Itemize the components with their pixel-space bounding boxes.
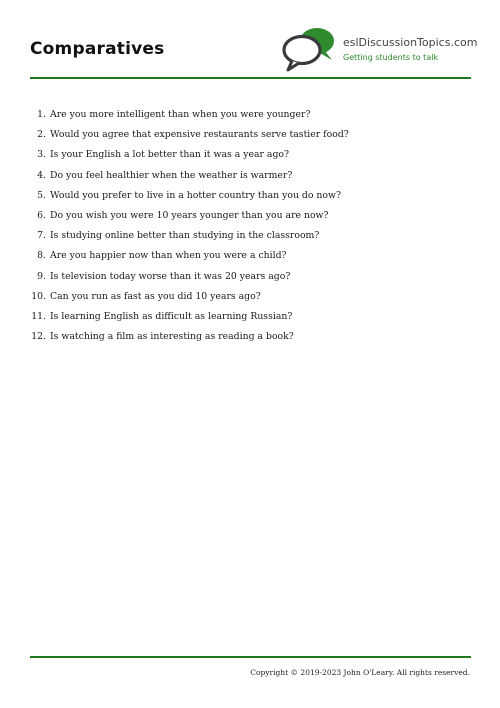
question-text: Is watching a film as interesting as reading a book? <box>50 331 294 343</box>
question-number: 5. <box>37 189 46 201</box>
brand-tagline: Getting students to talk <box>343 53 439 62</box>
footer-divider <box>30 656 471 658</box>
question-list <box>30 105 470 347</box>
question-text: Is studying online better than studying in the classroom? <box>50 230 320 242</box>
list-item <box>30 166 470 186</box>
question-number: 6. <box>37 209 46 221</box>
question-text: Do you wish you were 10 years younger than you are now? <box>50 209 329 221</box>
question-number: 1. <box>37 109 46 120</box>
list-item <box>30 327 470 347</box>
question-number: 8. <box>37 250 46 262</box>
list-item <box>30 307 470 327</box>
question-number: 10. <box>31 290 46 302</box>
question-text: Can you run as fast as you did 10 years ago? <box>50 290 261 302</box>
question-number: 12. <box>31 331 46 343</box>
question-text: Is television today worse than it was 20 years ago? <box>50 270 291 282</box>
question-text: Do you feel healthier when the weather is warmer? <box>50 169 293 181</box>
list-item <box>30 186 470 206</box>
header-divider <box>30 77 471 79</box>
question-text: Is learning English as difficult as learning Russian? <box>50 310 293 322</box>
question-number: 7. <box>37 230 46 242</box>
list-item <box>30 145 470 165</box>
question-text: Are you happier now than when you were a child? <box>50 250 287 262</box>
question-number: 3. <box>37 149 46 161</box>
question-text: Is your English a lot better than it was a year ago? <box>50 149 289 161</box>
list-item <box>30 226 470 246</box>
list-item <box>30 125 470 145</box>
list-item <box>30 267 470 287</box>
question-number: 2. <box>37 129 46 141</box>
question-text: Would you agree that expensive restaurants serve tastier food? <box>50 129 349 141</box>
list-item <box>30 105 470 125</box>
question-text: Would you prefer to live in a hotter country than you do now? <box>50 189 341 201</box>
speech-bubbles-icon <box>280 26 336 72</box>
copyright-notice: Copyright © 2019-2023 John O'Leary. All rights reserved. <box>250 668 470 677</box>
question-number: 11. <box>31 310 46 322</box>
list-item <box>30 287 470 307</box>
page-title: Comparatives <box>30 39 165 59</box>
question-number: 4. <box>37 169 46 181</box>
list-item <box>30 246 470 266</box>
brand-name: eslDiscussionTopics.com <box>343 36 478 49</box>
list-item <box>30 206 470 226</box>
question-text: Are you more intelligent than when you were younger? <box>50 109 311 120</box>
question-number: 9. <box>37 270 46 282</box>
page-header <box>30 26 478 78</box>
